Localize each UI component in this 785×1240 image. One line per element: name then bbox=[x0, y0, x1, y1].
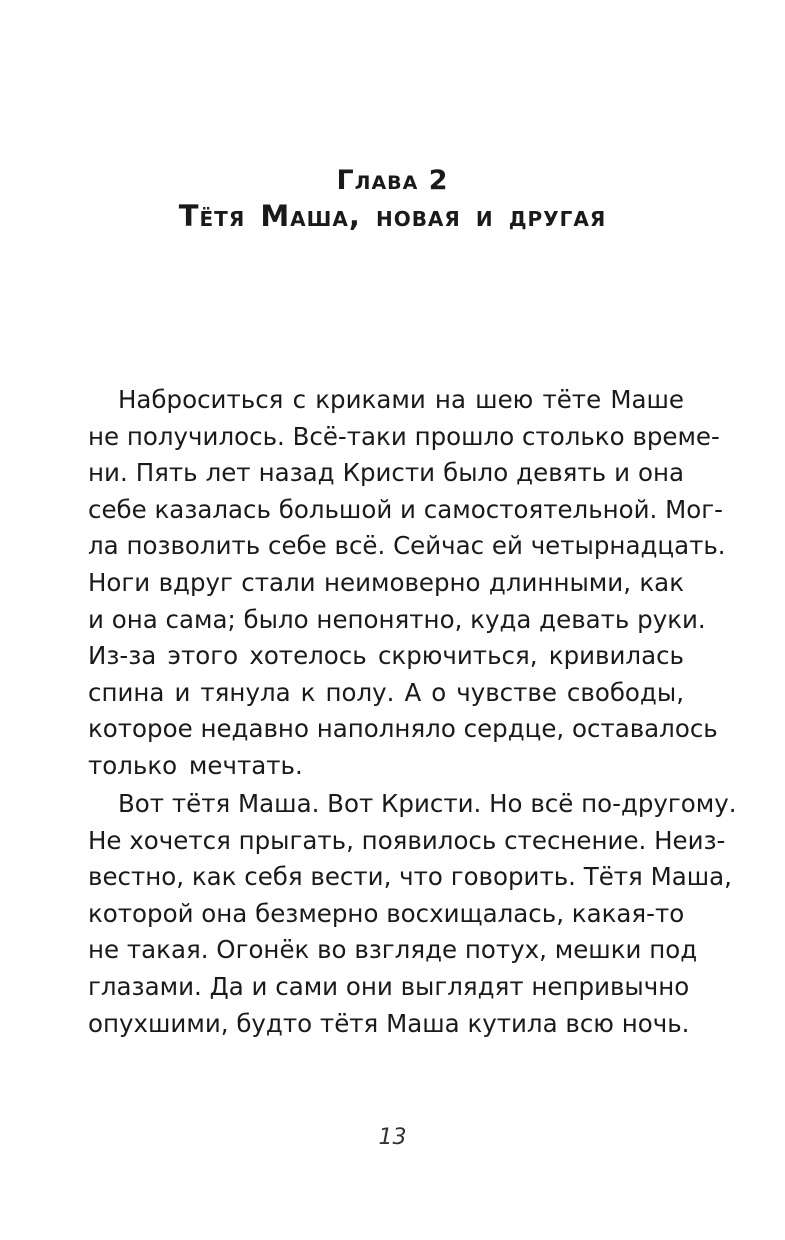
text-line: которое недавно наполняло сердце, оставалось bbox=[88, 714, 718, 744]
paragraph-1 bbox=[88, 382, 726, 785]
text-line: себе казалась большой и самостоятельной. Мог- bbox=[88, 494, 723, 524]
text-line: Вот тётя Маша. Вот Кристи. Но всё по-другому. bbox=[118, 789, 737, 818]
text-line: Наброситься с криками на шею тёте Маше bbox=[118, 385, 684, 414]
chapter-title: Тётя Маша, новая и другая bbox=[178, 199, 607, 233]
text-line: не получилось. Всё-таки прошло столько време- bbox=[88, 421, 720, 451]
text-line: и она сама; было непонятно, куда девать руки. bbox=[88, 604, 706, 634]
text-line: которой она безмерно восхищалась, какая-то bbox=[88, 898, 685, 928]
text-line: Ноги вдруг стали неимоверно длинными, как bbox=[88, 567, 684, 597]
text-line: опухшими, будто тётя Маша кутила всю ночь. bbox=[88, 1008, 690, 1038]
text-line: спина и тянула к полу. А о чувстве свободы, bbox=[88, 677, 684, 707]
chapter-number: Глава 2 bbox=[336, 165, 449, 196]
page-number: 13 bbox=[378, 1125, 407, 1150]
text-line: ни. Пять лет назад Кристи было девять и она bbox=[88, 458, 684, 488]
text-line: ла позволить себе всё. Сейчас ей четырнадцать. bbox=[88, 531, 726, 561]
text-line: Не хочется прыгать, появилось стеснение. Неиз- bbox=[88, 825, 726, 855]
paragraph-2 bbox=[88, 786, 737, 1042]
text-line: Из-за этого хотелось скрючиться, кривилась bbox=[88, 641, 684, 671]
text-line: глазами. Да и сами они выглядят непривычно bbox=[88, 971, 690, 1001]
text-line: не такая. Огонёк во взгляде потух, мешки под bbox=[88, 935, 698, 965]
text-line: вестно, как себя вести, что говорить. Тётя Маша, bbox=[88, 862, 732, 892]
text-line: только мечтать. bbox=[88, 750, 303, 780]
